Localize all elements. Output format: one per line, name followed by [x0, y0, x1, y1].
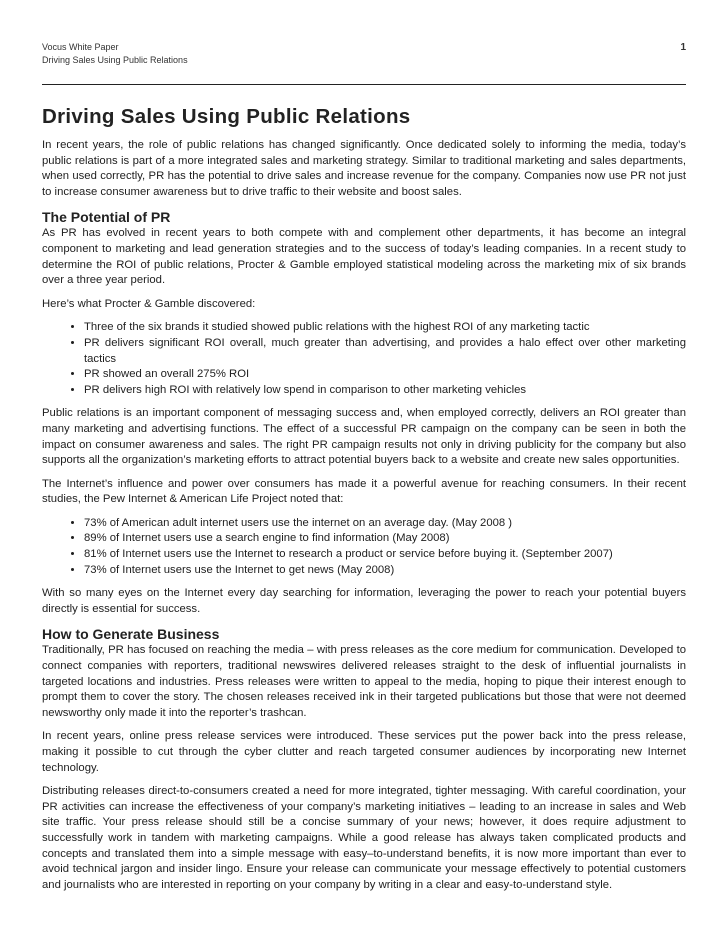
- list-item: • PR delivers high ROI with relatively low spend in comparison to other marketing vehicles: [84, 383, 686, 399]
- document-body: [42, 104, 686, 893]
- running-header: [42, 41, 686, 67]
- paragraph: The Internet’s influence and power over consumers has made it a powerful avenue for reaching consumers. In their recent studies, the Pew Internet & American Life Project noted that:: [42, 477, 686, 506]
- header-publication: Vocus White Paper: [42, 42, 119, 52]
- paragraph: In recent years, online press release services were introduced. These services put the power back into the press release, making it possible to cut through the cyber clutter and reach targeted consumer audiences by incorporating new Internet technology.: [42, 730, 686, 774]
- header-divider: [42, 84, 686, 85]
- list-item: • PR showed an overall 275% ROI: [84, 367, 686, 383]
- bullet-list-pew-findings: [42, 516, 686, 578]
- list-item: • 81% of Internet users use the Internet to research a product or service before buying it. (September 2007): [84, 547, 686, 563]
- bullet-list-pg-findings: [42, 320, 686, 398]
- section-heading-potential-of-pr: The Potential of PR: [42, 209, 171, 226]
- paragraph: With so many eyes on the Internet every day searching for information, leveraging the power to reach your potential buyers directly is essential for success.: [42, 587, 686, 615]
- list-item: • 73% of Internet users use the Internet to get news (May 2008): [84, 563, 686, 579]
- list-item: • 73% of American adult internet users use the internet on an average day. (May 2008 ): [84, 516, 686, 532]
- paragraph: Public relations is an important component of messaging success and, when employed correctly, delivers an ROI greater than many marketing and advertising functions. The effect of a successful PR campaign on the company can be seen in both the impact on consumer awareness and sales. The right PR campaign results not only in driving publicity for the company but also supports all the organization’s marketing efforts to attract potential buyers back to a website and create new sales opportunities.: [42, 407, 686, 467]
- document-title: Driving Sales Using Public Relations: [42, 105, 411, 128]
- header-document-title: Driving Sales Using Public Relations: [42, 55, 188, 65]
- list-item: • PR delivers significant ROI overall, much greater than advertising, and provides a halo effect over other marketing tactics: [84, 336, 686, 367]
- paragraph: As PR has evolved in recent years to both compete with and complement other departments, it has become an integral component to marketing and lead generation strategies and to the success of today’s leading companies. In a recent study to determine the ROI of public relations, Procter & Gamble employed statistical modeling across the marketing mix of six brands over a three year period.: [42, 227, 686, 287]
- paragraph: Traditionally, PR has focused on reaching the media – with press releases as the core medium for communication. Developed to connect companies with reporters, traditional newswires delivered releases straight to the desk of influential journalists in targeted locations and industries. Press releases were written to appeal to the media, hoping to pique their interest enough to prompt them to cover the story. The chosen releases received ink in their targeted publications but those that were not deemed newsworthy only made it into the reporter’s trashcan.: [42, 644, 686, 719]
- paragraph: Distributing releases direct-to-consumers created a need for more integrated, tighter messaging. With careful coordination, your PR activities can increase the effectiveness of your company’s marketing initiatives – leading to an increase in sales and Web site traffic. Your press release should still be a concise summary of your news; however, it does require adjustment to successfully work in tandem with marketing campaigns. While a good release has always taken complicated products and concepts and translated them into a simple message with easy–to-understand benefits, it is now more important than ever to avoid technical jargon and insider lingo. Ensure your release can communicate your message effectively to potential customers and journalists who are interested in reporting on your company by writing in a clear and easy-to-understand style.: [42, 785, 686, 891]
- section-heading-generate-business: How to Generate Business: [42, 626, 220, 643]
- page-number: 1: [680, 42, 686, 53]
- intro-paragraph: In recent years, the role of public relations has changed significantly. Once dedicated solely to informing the media, today’s public relations is part of a more integrated sales and marketing strategy. Similar to traditional marketing and sales departments, when used correctly, PR has the potential to drive sales and increase revenue for the company. Companies now use PR not just to increase consumer awareness but to drive traffic to their website and boost sales.: [42, 139, 686, 198]
- list-item: • Three of the six brands it studied showed public relations with the highest ROI of any marketing tactic: [84, 320, 686, 336]
- paragraph: Here’s what Procter & Gamble discovered:: [42, 297, 256, 310]
- list-item: • 89% of Internet users use a search engine to find information (May 2008): [84, 531, 686, 547]
